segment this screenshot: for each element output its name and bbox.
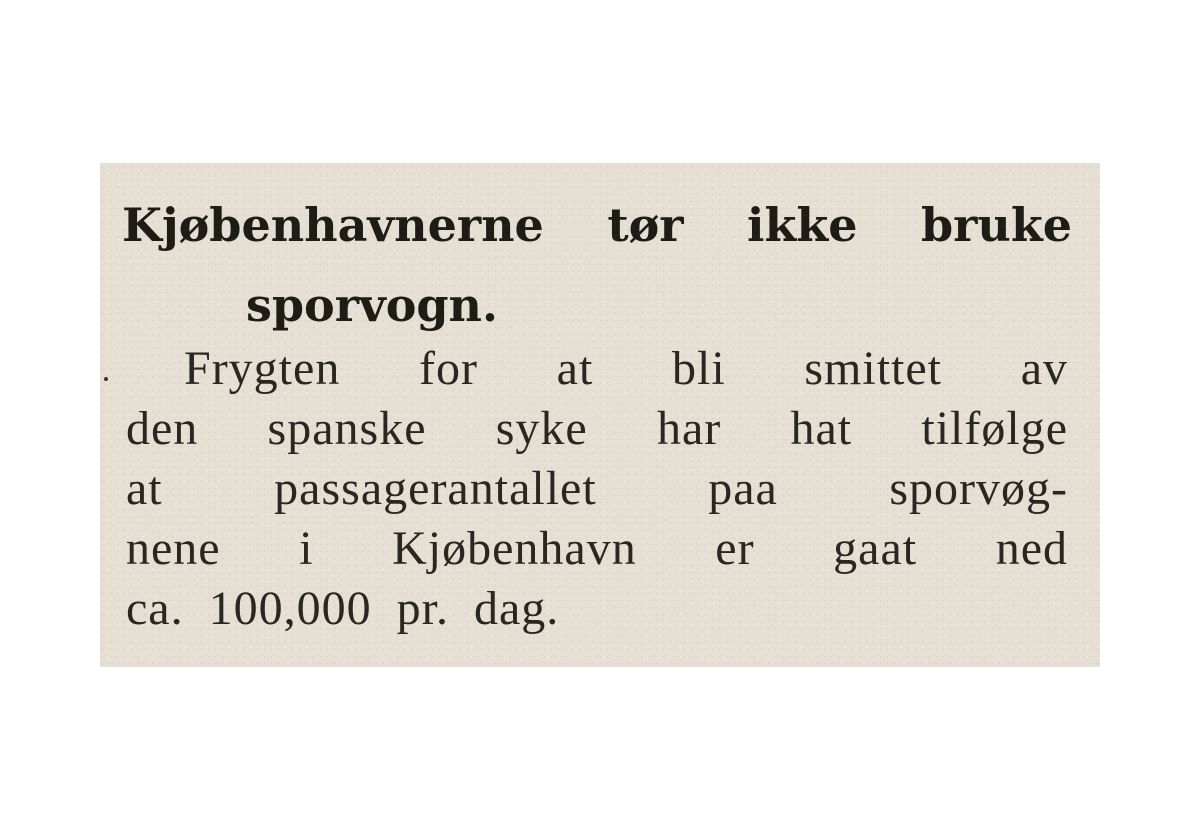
newspaper-clipping [100, 163, 1100, 667]
headline-line-1: Kjøbenhavnerne tør ikke bruke [122, 198, 1072, 252]
body-line-4: nene i Kjøbenhavn er gaat ned [126, 522, 1068, 575]
body-line-5: ca. 100,000 pr. dag. [126, 582, 560, 635]
article-headline [122, 185, 1072, 345]
body-line-3: at passagerantallet paa sporvøg- [126, 462, 1068, 515]
body-line-2: den spanske syke har hat tilfølge [126, 402, 1068, 455]
body-line-1: Frygten for at bli smittet av [184, 342, 1068, 395]
headline-line-2: sporvogn. [246, 278, 499, 332]
ink-speck [104, 377, 108, 381]
article-body [126, 339, 1068, 639]
